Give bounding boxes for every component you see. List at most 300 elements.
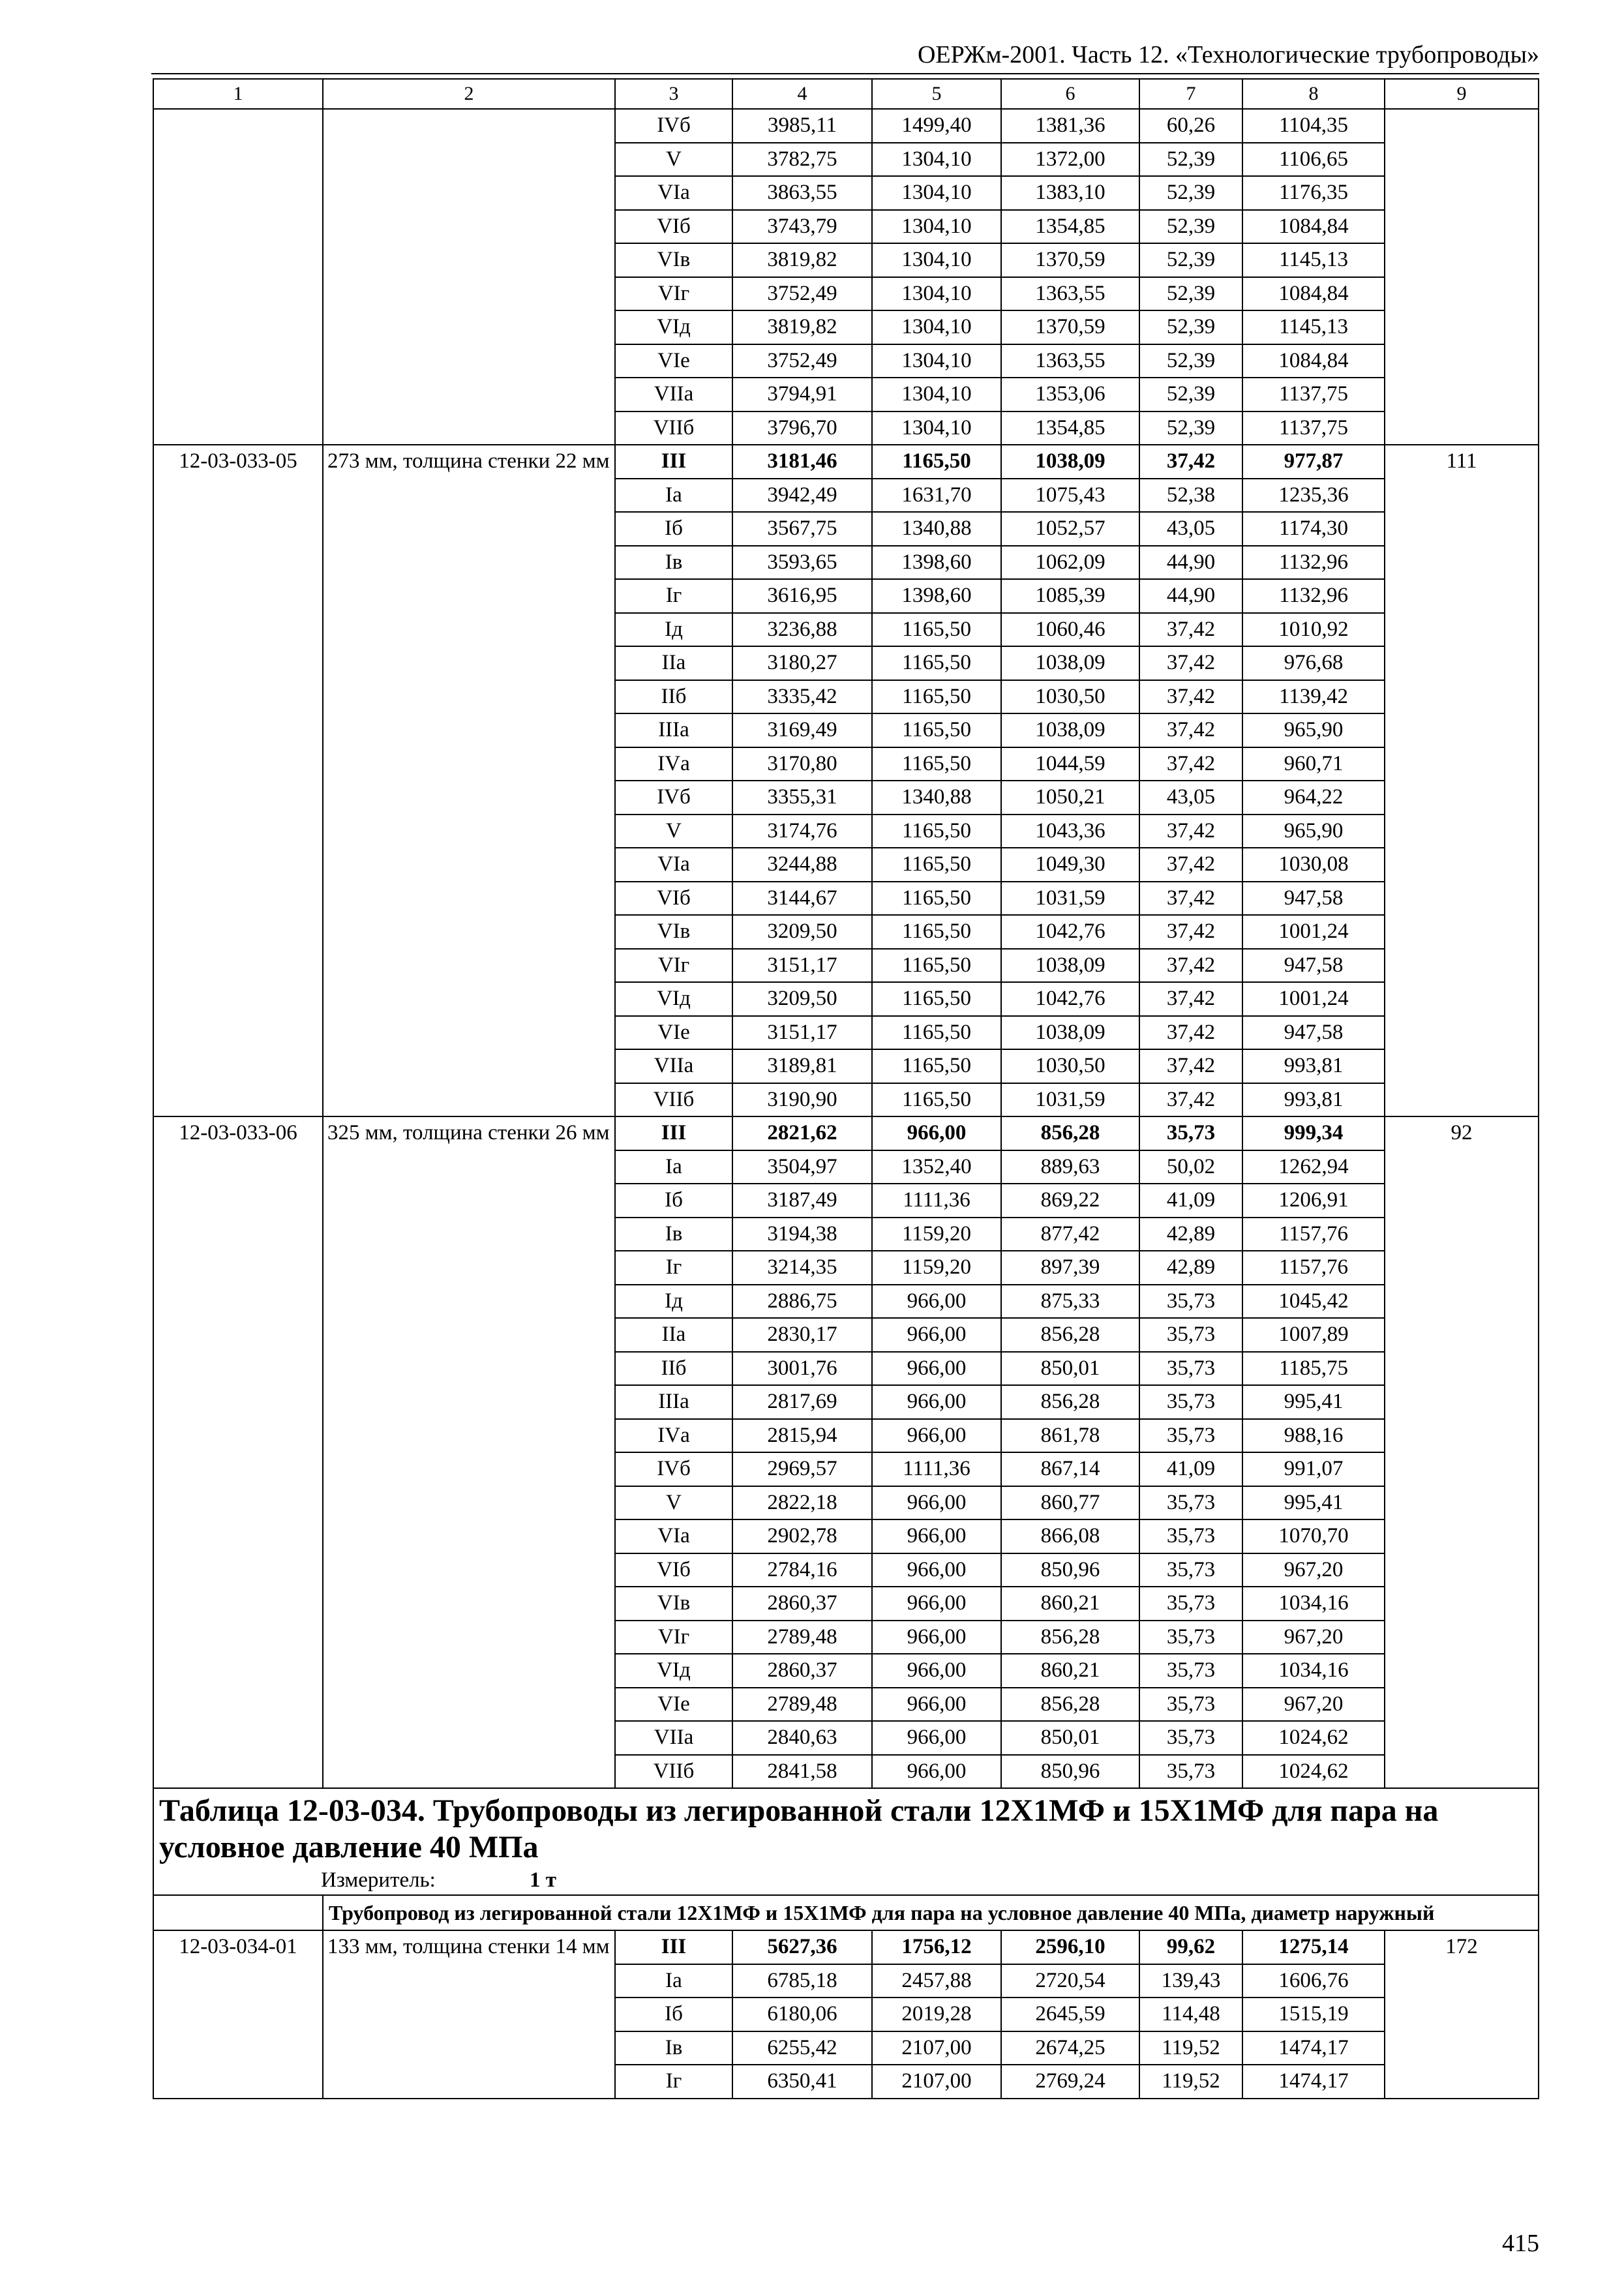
value-cell: 1111,36 [872, 1184, 1001, 1218]
value-cell: 41,09 [1139, 1184, 1242, 1218]
value-cell: 1038,09 [1001, 646, 1139, 680]
value-cell: 35,73 [1139, 1116, 1242, 1150]
value-cell: 1084,84 [1242, 277, 1385, 311]
price-class: VIв [615, 915, 732, 949]
value-cell: 1139,42 [1242, 680, 1385, 714]
value-cell: 52,39 [1139, 277, 1242, 311]
value-cell: 861,78 [1001, 1419, 1139, 1453]
value-cell: 966,00 [872, 1116, 1001, 1150]
value-cell: 1383,10 [1001, 176, 1139, 210]
value-cell: 2107,00 [872, 2031, 1001, 2065]
value-cell: 3796,70 [732, 411, 872, 445]
item-col9: 92 [1385, 1116, 1539, 1788]
value-cell: 1353,06 [1001, 378, 1139, 411]
price-class: IVб [615, 1452, 732, 1486]
column-number-row [153, 79, 1539, 109]
value-cell: 869,22 [1001, 1184, 1139, 1218]
value-cell: 3819,82 [732, 243, 872, 277]
price-class: IIб [615, 1352, 732, 1386]
value-cell: 988,16 [1242, 1419, 1385, 1453]
value-cell: 1372,00 [1001, 143, 1139, 177]
value-cell: 1031,59 [1001, 1083, 1139, 1117]
code-cell-empty [153, 109, 323, 445]
value-cell: 52,39 [1139, 344, 1242, 378]
price-class: III [615, 1930, 732, 1964]
value-cell: 1165,50 [872, 882, 1001, 916]
value-cell: 1381,36 [1001, 109, 1139, 143]
value-cell: 6785,18 [732, 1964, 872, 1998]
value-cell: 2860,37 [732, 1654, 872, 1688]
value-cell: 1024,62 [1242, 1721, 1385, 1755]
value-cell: 3180,27 [732, 646, 872, 680]
col-number: 4 [732, 79, 872, 109]
price-class: VIе [615, 1688, 732, 1722]
value-cell: 3593,65 [732, 546, 872, 580]
value-cell: 3752,49 [732, 277, 872, 311]
value-cell: 37,42 [1139, 949, 1242, 983]
value-cell: 966,00 [872, 1318, 1001, 1352]
table-row [153, 445, 1539, 479]
price-class: VIб [615, 210, 732, 244]
group-heading-row [153, 1895, 1539, 1930]
value-cell: 991,07 [1242, 1452, 1385, 1486]
value-cell: 52,39 [1139, 143, 1242, 177]
value-cell: 1499,40 [872, 109, 1001, 143]
value-cell: 1174,30 [1242, 512, 1385, 546]
value-cell: 1363,55 [1001, 344, 1139, 378]
value-cell: 35,73 [1139, 1519, 1242, 1553]
value-cell: 1165,50 [872, 1083, 1001, 1117]
value-cell: 35,73 [1139, 1688, 1242, 1722]
value-cell: 1165,50 [872, 949, 1001, 983]
value-cell: 1104,35 [1242, 109, 1385, 143]
table-row [153, 1116, 1539, 1150]
value-cell: 1062,09 [1001, 546, 1139, 580]
price-class: VIа [615, 176, 732, 210]
table-title-row [153, 1788, 1539, 1866]
group-heading: Трубопровод из легированной стали 12Х1МФ и 15Х1МФ для пара на условное давление 40 МПа, диаметр наружный [323, 1895, 1539, 1930]
value-cell: 889,63 [1001, 1150, 1139, 1184]
value-cell: 3616,95 [732, 579, 872, 613]
value-cell: 966,00 [872, 1654, 1001, 1688]
rates-table [153, 78, 1539, 2099]
value-cell: 1165,50 [872, 613, 1001, 647]
value-cell: 1304,10 [872, 378, 1001, 411]
price-class: VIд [615, 310, 732, 344]
page-number: 415 [1502, 2230, 1539, 2257]
value-cell: 35,73 [1139, 1285, 1242, 1319]
value-cell: 1042,76 [1001, 982, 1139, 1016]
price-class: V [615, 143, 732, 177]
value-cell: 3169,49 [732, 713, 872, 747]
value-cell: 1145,13 [1242, 243, 1385, 277]
value-cell: 1398,60 [872, 546, 1001, 580]
value-cell: 850,96 [1001, 1755, 1139, 1789]
price-class: Iб [615, 1997, 732, 2031]
value-cell: 35,73 [1139, 1587, 1242, 1621]
value-cell: 42,89 [1139, 1251, 1242, 1285]
value-cell: 2969,57 [732, 1452, 872, 1486]
value-cell: 850,01 [1001, 1352, 1139, 1386]
value-cell: 995,41 [1242, 1486, 1385, 1520]
value-cell: 1606,76 [1242, 1964, 1385, 1998]
price-class: V [615, 1486, 732, 1520]
value-cell: 966,00 [872, 1755, 1001, 1789]
value-cell: 875,33 [1001, 1285, 1139, 1319]
measure-row [153, 1866, 1539, 1895]
header-rule [151, 73, 1539, 74]
item-code: 12-03-033-06 [153, 1116, 323, 1788]
value-cell: 960,71 [1242, 747, 1385, 781]
value-cell: 1159,20 [872, 1218, 1001, 1251]
value-cell: 3170,80 [732, 747, 872, 781]
value-cell: 35,73 [1139, 1621, 1242, 1654]
value-cell: 1070,70 [1242, 1519, 1385, 1553]
value-cell: 2817,69 [732, 1385, 872, 1419]
value-cell: 43,05 [1139, 781, 1242, 815]
col-number: 7 [1139, 79, 1242, 109]
value-cell: 6180,06 [732, 1997, 872, 2031]
value-cell: 37,42 [1139, 1016, 1242, 1050]
value-cell: 1001,24 [1242, 982, 1385, 1016]
value-cell: 966,00 [872, 1419, 1001, 1453]
value-cell: 37,42 [1139, 915, 1242, 949]
value-cell: 41,09 [1139, 1452, 1242, 1486]
value-cell: 1034,16 [1242, 1587, 1385, 1621]
value-cell: 1304,10 [872, 143, 1001, 177]
value-cell: 867,14 [1001, 1452, 1139, 1486]
value-cell: 1474,17 [1242, 2065, 1385, 2099]
price-class: Iа [615, 1964, 732, 1998]
value-cell: 2830,17 [732, 1318, 872, 1352]
value-cell: 3567,75 [732, 512, 872, 546]
price-class: Iа [615, 479, 732, 513]
value-cell: 3151,17 [732, 1016, 872, 1050]
value-cell: 5627,36 [732, 1930, 872, 1964]
value-cell: 1157,76 [1242, 1218, 1385, 1251]
value-cell: 37,42 [1139, 613, 1242, 647]
value-cell: 2789,48 [732, 1688, 872, 1722]
value-cell: 35,73 [1139, 1352, 1242, 1386]
value-cell: 52,39 [1139, 411, 1242, 445]
value-cell: 3209,50 [732, 915, 872, 949]
value-cell: 1165,50 [872, 848, 1001, 882]
value-cell: 1370,59 [1001, 310, 1139, 344]
value-cell: 866,08 [1001, 1519, 1139, 1553]
value-cell: 37,42 [1139, 815, 1242, 848]
item-code: 12-03-033-05 [153, 445, 323, 1116]
value-cell: 2902,78 [732, 1519, 872, 1553]
price-class: VIIб [615, 411, 732, 445]
value-cell: 42,89 [1139, 1218, 1242, 1251]
item-col9: 111 [1385, 445, 1539, 1116]
item-code: 12-03-034-01 [153, 1930, 323, 2099]
value-cell: 3794,91 [732, 378, 872, 411]
value-cell: 35,73 [1139, 1721, 1242, 1755]
price-class: IVа [615, 1419, 732, 1453]
group-spacer [153, 1895, 323, 1930]
value-cell: 1030,50 [1001, 1049, 1139, 1083]
col-number: 2 [323, 79, 615, 109]
value-cell: 35,73 [1139, 1654, 1242, 1688]
value-cell: 52,38 [1139, 479, 1242, 513]
value-cell: 3942,49 [732, 479, 872, 513]
value-cell: 3236,88 [732, 613, 872, 647]
price-class: IVа [615, 747, 732, 781]
value-cell: 1354,85 [1001, 210, 1139, 244]
price-class: VIе [615, 1016, 732, 1050]
value-cell: 1185,75 [1242, 1352, 1385, 1386]
value-cell: 1024,62 [1242, 1755, 1385, 1789]
price-class: Iг [615, 1251, 732, 1285]
value-cell: 6255,42 [732, 2031, 872, 2065]
value-cell: 967,20 [1242, 1553, 1385, 1587]
value-cell: 1340,88 [872, 512, 1001, 546]
value-cell: 1111,36 [872, 1452, 1001, 1486]
col9-cell-empty [1385, 109, 1539, 445]
price-class: IIа [615, 1318, 732, 1352]
col-number: 3 [615, 79, 732, 109]
value-cell: 850,01 [1001, 1721, 1139, 1755]
value-cell: 1165,50 [872, 680, 1001, 714]
price-class: VIв [615, 1587, 732, 1621]
value-cell: 856,28 [1001, 1621, 1139, 1654]
price-class: IIIа [615, 713, 732, 747]
price-class: IIб [615, 680, 732, 714]
value-cell: 966,00 [872, 1621, 1001, 1654]
measure-cell [153, 1866, 1539, 1895]
value-cell: 1304,10 [872, 310, 1001, 344]
value-cell: 3151,17 [732, 949, 872, 983]
value-cell: 2769,24 [1001, 2065, 1139, 2099]
price-class: Iд [615, 613, 732, 647]
value-cell: 1398,60 [872, 579, 1001, 613]
value-cell: 3863,55 [732, 176, 872, 210]
value-cell: 3782,75 [732, 143, 872, 177]
value-cell: 139,43 [1139, 1964, 1242, 1998]
price-class: IIIа [615, 1385, 732, 1419]
value-cell: 967,20 [1242, 1621, 1385, 1654]
value-cell: 1165,50 [872, 1016, 1001, 1050]
value-cell: 977,87 [1242, 445, 1385, 479]
value-cell: 3144,67 [732, 882, 872, 916]
value-cell: 966,00 [872, 1352, 1001, 1386]
value-cell: 37,42 [1139, 882, 1242, 916]
price-class: Iб [615, 1184, 732, 1218]
value-cell: 2457,88 [872, 1964, 1001, 1998]
value-cell: 2886,75 [732, 1285, 872, 1319]
price-class: VIв [615, 243, 732, 277]
value-cell: 1075,43 [1001, 479, 1139, 513]
value-cell: 993,81 [1242, 1049, 1385, 1083]
value-cell: 995,41 [1242, 1385, 1385, 1419]
value-cell: 119,52 [1139, 2031, 1242, 2065]
desc-cell-empty [323, 109, 615, 445]
value-cell: 947,58 [1242, 1016, 1385, 1050]
price-class: Iа [615, 1150, 732, 1184]
value-cell: 1165,50 [872, 815, 1001, 848]
value-cell: 37,42 [1139, 680, 1242, 714]
value-cell: 1132,96 [1242, 546, 1385, 580]
value-cell: 1038,09 [1001, 1016, 1139, 1050]
value-cell: 1756,12 [872, 1930, 1001, 1964]
value-cell: 850,96 [1001, 1553, 1139, 1587]
price-class: Iд [615, 1285, 732, 1319]
value-cell: 1370,59 [1001, 243, 1139, 277]
value-cell: 52,39 [1139, 310, 1242, 344]
value-cell: 37,42 [1139, 848, 1242, 882]
value-cell: 856,28 [1001, 1688, 1139, 1722]
item-description: 133 мм, толщина стенки 14 мм [323, 1930, 615, 2099]
value-cell: 1176,35 [1242, 176, 1385, 210]
value-cell: 965,90 [1242, 713, 1385, 747]
value-cell: 3209,50 [732, 982, 872, 1016]
value-cell: 1038,09 [1001, 445, 1139, 479]
value-cell: 50,02 [1139, 1150, 1242, 1184]
value-cell: 1031,59 [1001, 882, 1139, 916]
value-cell: 37,42 [1139, 1049, 1242, 1083]
value-cell: 966,00 [872, 1385, 1001, 1419]
value-cell: 35,73 [1139, 1553, 1242, 1587]
value-cell: 856,28 [1001, 1116, 1139, 1150]
value-cell: 1165,50 [872, 982, 1001, 1016]
value-cell: 2822,18 [732, 1486, 872, 1520]
value-cell: 1159,20 [872, 1251, 1001, 1285]
value-cell: 2841,58 [732, 1755, 872, 1789]
price-class: Iв [615, 1218, 732, 1251]
value-cell: 964,22 [1242, 781, 1385, 815]
value-cell: 2840,63 [732, 1721, 872, 1755]
value-cell: 2789,48 [732, 1621, 872, 1654]
value-cell: 1631,70 [872, 479, 1001, 513]
value-cell: 1363,55 [1001, 277, 1139, 311]
value-cell: 993,81 [1242, 1083, 1385, 1117]
table-row [153, 1930, 1539, 1964]
value-cell: 860,21 [1001, 1654, 1139, 1688]
value-cell: 966,00 [872, 1486, 1001, 1520]
value-cell: 35,73 [1139, 1318, 1242, 1352]
value-cell: 2720,54 [1001, 1964, 1139, 1998]
value-cell: 1304,10 [872, 210, 1001, 244]
price-class: VIIб [615, 1755, 732, 1789]
item-col9: 172 [1385, 1930, 1539, 2099]
value-cell: 1085,39 [1001, 579, 1139, 613]
value-cell: 114,48 [1139, 1997, 1242, 2031]
value-cell: 860,77 [1001, 1486, 1139, 1520]
value-cell: 43,05 [1139, 512, 1242, 546]
item-description: 325 мм, толщина стенки 26 мм [323, 1116, 615, 1788]
value-cell: 1235,36 [1242, 479, 1385, 513]
value-cell: 1137,75 [1242, 411, 1385, 445]
value-cell: 1165,50 [872, 713, 1001, 747]
price-class: VIб [615, 882, 732, 916]
value-cell: 35,73 [1139, 1755, 1242, 1789]
value-cell: 1049,30 [1001, 848, 1139, 882]
value-cell: 1001,24 [1242, 915, 1385, 949]
value-cell: 37,42 [1139, 747, 1242, 781]
value-cell: 1206,91 [1242, 1184, 1385, 1218]
value-cell: 1052,57 [1001, 512, 1139, 546]
value-cell: 967,20 [1242, 1688, 1385, 1722]
value-cell: 1010,92 [1242, 613, 1385, 647]
price-class: V [615, 815, 732, 848]
value-cell: 3181,46 [732, 445, 872, 479]
price-class: III [615, 445, 732, 479]
col-number: 6 [1001, 79, 1139, 109]
value-cell: 3194,38 [732, 1218, 872, 1251]
value-cell: 3504,97 [732, 1150, 872, 1184]
price-class: Iб [615, 512, 732, 546]
value-cell: 966,00 [872, 1587, 1001, 1621]
value-cell: 1043,36 [1001, 815, 1139, 848]
value-cell: 44,90 [1139, 546, 1242, 580]
value-cell: 52,39 [1139, 378, 1242, 411]
value-cell: 966,00 [872, 1519, 1001, 1553]
value-cell: 1165,50 [872, 915, 1001, 949]
col-number: 1 [153, 79, 323, 109]
price-class: Iв [615, 2031, 732, 2065]
value-cell: 2860,37 [732, 1587, 872, 1621]
value-cell: 1474,17 [1242, 2031, 1385, 2065]
value-cell: 966,00 [872, 1553, 1001, 1587]
table-row [153, 109, 1539, 143]
value-cell: 1304,10 [872, 344, 1001, 378]
value-cell: 1045,42 [1242, 1285, 1385, 1319]
value-cell: 1050,21 [1001, 781, 1139, 815]
value-cell: 966,00 [872, 1285, 1001, 1319]
value-cell: 966,00 [872, 1688, 1001, 1722]
value-cell: 877,42 [1001, 1218, 1139, 1251]
value-cell: 3001,76 [732, 1352, 872, 1386]
value-cell: 897,39 [1001, 1251, 1139, 1285]
value-cell: 2821,62 [732, 1116, 872, 1150]
value-cell: 3189,81 [732, 1049, 872, 1083]
price-class: IIа [615, 646, 732, 680]
price-class: VIIа [615, 378, 732, 411]
value-cell: 52,39 [1139, 176, 1242, 210]
value-cell: 37,42 [1139, 1083, 1242, 1117]
value-cell: 3214,35 [732, 1251, 872, 1285]
price-class: VIг [615, 277, 732, 311]
value-cell: 1165,50 [872, 646, 1001, 680]
price-class: IVб [615, 781, 732, 815]
measure-value: 1 т [530, 1868, 556, 1892]
value-cell: 2674,25 [1001, 2031, 1139, 2065]
value-cell: 1352,40 [872, 1150, 1001, 1184]
value-cell: 1038,09 [1001, 713, 1139, 747]
value-cell: 3355,31 [732, 781, 872, 815]
value-cell: 37,42 [1139, 445, 1242, 479]
value-cell: 1044,59 [1001, 747, 1139, 781]
value-cell: 3985,11 [732, 109, 872, 143]
value-cell: 2815,94 [732, 1419, 872, 1453]
value-cell: 1137,75 [1242, 378, 1385, 411]
price-class: VIа [615, 848, 732, 882]
price-class: Iв [615, 546, 732, 580]
value-cell: 1030,50 [1001, 680, 1139, 714]
value-cell: 3752,49 [732, 344, 872, 378]
value-cell: 1262,94 [1242, 1150, 1385, 1184]
price-class: Iг [615, 579, 732, 613]
value-cell: 37,42 [1139, 713, 1242, 747]
value-cell: 2645,59 [1001, 1997, 1139, 2031]
table-title: Таблица 12-03-034. Трубопроводы из легированной стали 12Х1МФ и 15Х1МФ для пара на условное давление 40 МПа [153, 1788, 1539, 1866]
value-cell: 37,42 [1139, 646, 1242, 680]
value-cell: 1165,50 [872, 445, 1001, 479]
value-cell: 1340,88 [872, 781, 1001, 815]
value-cell: 860,21 [1001, 1587, 1139, 1621]
value-cell: 1132,96 [1242, 579, 1385, 613]
